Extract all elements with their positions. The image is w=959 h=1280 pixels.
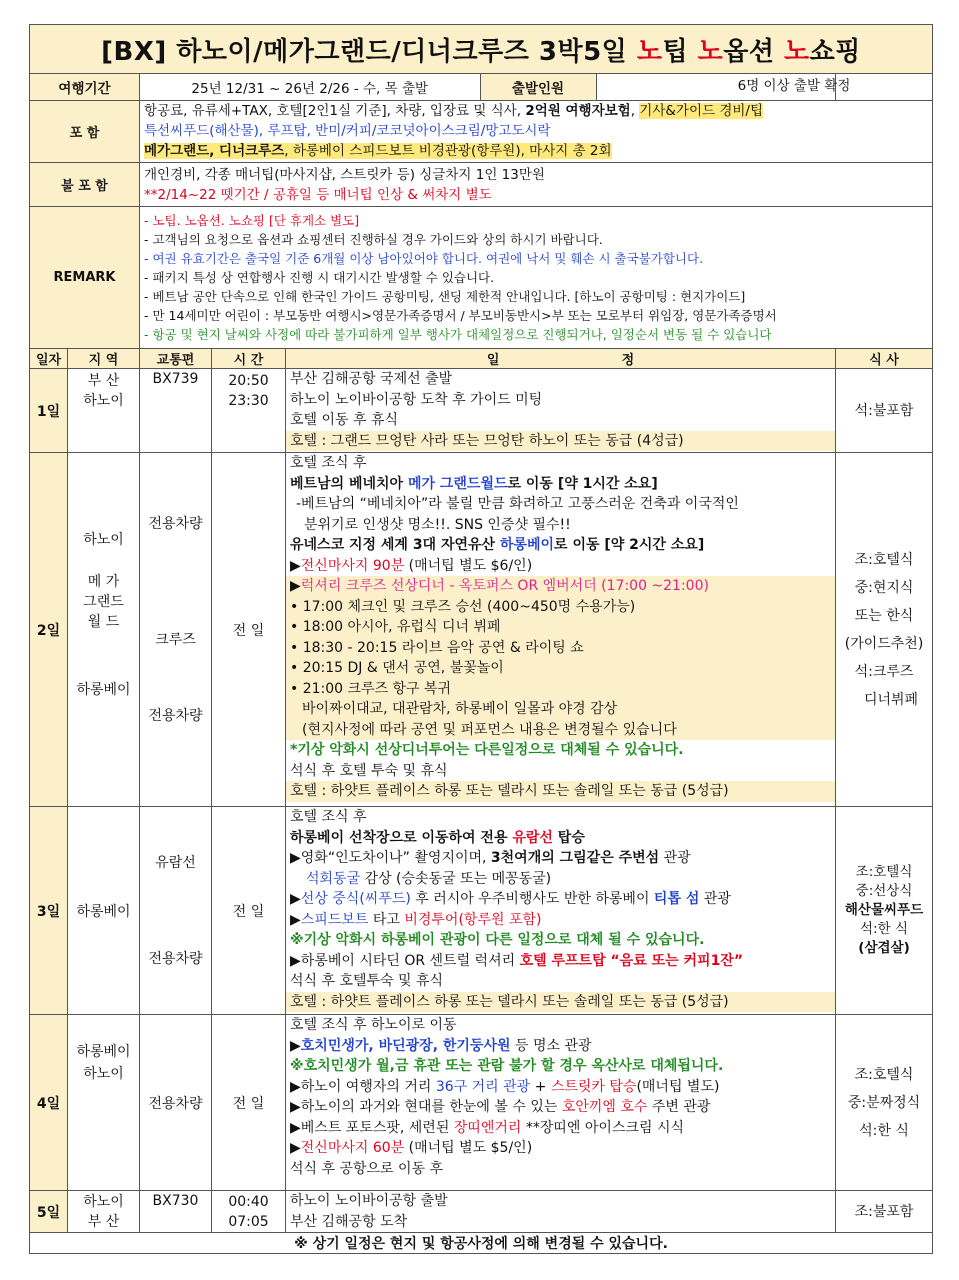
meal-item: 조:호텔식 <box>854 551 914 568</box>
schedule-line <box>290 910 831 931</box>
period-label: 여행기간 <box>30 74 140 101</box>
cruise-item: • 20:15 DJ & 댄서 공연, 불꽃놀이 <box>290 660 504 676</box>
schedule-line <box>290 848 831 869</box>
exclude-label: 불 포 함 <box>30 163 140 207</box>
transport-value: 유람선 <box>155 854 196 871</box>
day-region <box>68 1191 140 1233</box>
region-name: 그랜드 <box>83 593 124 610</box>
day-meals <box>836 1015 933 1191</box>
text-part: 티톱 섬 <box>653 891 700 907</box>
text-part: 베트남의 베네치아 <box>290 475 408 492</box>
col-schedule: 일 정 <box>286 349 836 369</box>
text-part: 전신마사지 60분 <box>300 1140 405 1156</box>
meal-item: 중:선상식 <box>855 883 913 899</box>
schedule-line: 호텔 조식 후 <box>290 455 367 471</box>
text-part: 호텔 루프트탑 “음료 또는 커피1잔” <box>519 952 744 969</box>
text-part: 호치민생가, 바딘광장, 한기둥사원 <box>300 1037 511 1054</box>
include-line-3 <box>144 141 928 161</box>
day-row <box>30 807 933 1015</box>
text-part: (매너팁 별도 $6/인) <box>404 557 533 574</box>
day-meals <box>836 807 933 1015</box>
text-part: 하롱베이 <box>499 537 555 553</box>
title-no-tip: 노 <box>636 36 663 67</box>
region-name: 부 산 <box>87 373 120 389</box>
day-region: 하롱베이 <box>68 807 140 1015</box>
include-line-2: 특선씨푸드(해산물), 루프탑, 반미/커피/코코넛아이스크림/망고도시락 <box>144 123 551 139</box>
meal-item: 해산물씨푸드 <box>844 902 924 918</box>
region-name: 하노이 <box>83 393 124 409</box>
schedule-line <box>290 1077 831 1098</box>
day-row <box>30 1191 933 1233</box>
text-part: + <box>530 1078 551 1095</box>
day-row <box>30 453 933 807</box>
schedule-line <box>290 1036 831 1057</box>
day-number: 2일 <box>30 453 68 807</box>
text-part: 호안끼엠 호수 <box>561 1099 648 1115</box>
schedule-line <box>290 828 831 849</box>
text-part: 17:00 체크인 및 크루즈 승선 (400~450명 수용가능) <box>302 598 636 615</box>
text-part: ▶ <box>290 1037 301 1054</box>
include-label: 포 함 <box>30 101 140 163</box>
time-value: 07:05 <box>228 1213 269 1230</box>
schedule-line: 석식 후 공항으로 이동 후 <box>290 1160 444 1177</box>
schedule-line: 하노이 노이바이공항 출발 <box>290 1193 448 1209</box>
time-value: 20:50 <box>228 373 269 389</box>
text-part: ▶ <box>290 911 301 928</box>
text-part: 메가 그랜드월드 <box>407 475 508 492</box>
text-part: 36구 거리 관광 <box>435 1078 531 1095</box>
day-row <box>30 369 933 453</box>
schedule-line: 하노이 노이바이공항 도착 후 가이드 미팅 <box>290 391 543 408</box>
itinerary-sheet <box>29 24 932 1254</box>
hotel-line: 호텔 : 하얏트 플레이스 하롱 또는 델라시 또는 솔레일 또는 동급 (5성급) <box>286 781 835 802</box>
hotel-line: 호텔 : 그랜드 므엉탄 사라 또는 므엉탄 하노이 또는 동급 (4성급) <box>286 431 835 452</box>
transport-value: 크루즈 <box>155 631 196 648</box>
text-part: 유람선 <box>512 829 553 846</box>
text-part: (매너팁 별도 $5/인) <box>404 1140 533 1156</box>
title-no-option: 노 <box>697 36 724 67</box>
text-part: 로 이동 [약 2시간 소요] <box>554 537 705 553</box>
region-name: 하노이 <box>83 1193 124 1210</box>
text-part: 선상 중식(씨푸드) <box>300 891 411 907</box>
region-name: 하노이 <box>83 531 124 548</box>
schedule-line: -베트남의 “베네치아”라 불릴 만큼 화려하고 고풍스러운 건축과 이국적인 <box>296 496 739 512</box>
remark-content <box>140 207 933 349</box>
schedule-line <box>290 1097 831 1118</box>
meal-item: (가이드추천) <box>844 635 924 652</box>
schedule-line: 바이짜이대교, 대관람차, 하롱베이 일몰과 야경 감상 <box>302 701 618 717</box>
remark-7: - 항공 및 현지 날씨와 사정에 따라 불가피하게 일부 행사가 대체일정으로 진행되거나, 일정순서 변동 될 수 있습니다 <box>144 327 772 342</box>
meal-item: 조:호텔식 <box>854 1066 914 1083</box>
col-day: 일자 <box>30 349 68 369</box>
meal-item: (삼겹살) <box>858 940 910 956</box>
text-part: 18:30 - 20:15 라이브 음악 공연 & 라이팅 쇼 <box>302 639 584 656</box>
text-part: 관광 <box>699 891 731 907</box>
text-part: ▶영화“인도차이나” 촬영지이며, <box>290 850 491 866</box>
schedule-line: ※기상 악화시 하롱베이 관광이 다른 일정으로 대체 될 수 있습니다. <box>290 932 705 948</box>
day-time <box>212 369 286 453</box>
region-name: 하노이 <box>83 1066 124 1082</box>
transport-value: 전용차량 <box>148 950 203 967</box>
pax-label: 출발인원 <box>480 74 596 100</box>
schedule-line <box>290 1118 831 1139</box>
text-part: 주변 관광 <box>647 1099 711 1115</box>
col-transport: 교통편 <box>140 349 212 369</box>
schedule-line: 부산 김해공항 도착 <box>290 1213 408 1230</box>
transport-value: 전용차량 <box>148 515 203 532</box>
schedule-line <box>290 951 831 972</box>
hotel-line: 호텔 : 하얏트 플레이스 하롱 또는 델라시 또는 솔레일 또는 동급 (5성급) <box>286 992 835 1013</box>
schedule-line <box>290 576 831 597</box>
schedule-line: ※호치민생가 월,금 휴관 또는 관람 불가 할 경우 옥산사로 대체됩니다. <box>290 1058 724 1074</box>
region-name: 하롱베이 <box>76 681 131 698</box>
include-sep: , <box>630 103 640 119</box>
time-value: 00:40 <box>228 1193 269 1210</box>
text-part: 20:15 DJ & 댄서 공연, 불꽃놀이 <box>302 660 504 676</box>
schedule-line: 부산 김해공항 국제선 출발 <box>290 371 453 387</box>
day-transport: 전용차량 <box>140 1015 212 1191</box>
text-part: ▶ <box>290 1140 301 1156</box>
title-no-shopping: 노 <box>784 36 810 67</box>
day-time: 전 일 <box>212 807 286 1015</box>
title-option: 옵션 <box>723 36 785 67</box>
remark-3: - 여권 유효기간은 출국일 기준 6개월 이상 남아있어야 합니다. 여권에 낙서 및 훼손 시 출국불가합니다. <box>144 251 704 266</box>
day-transport <box>140 453 212 807</box>
text-part: 로 이동 [약 1시간 소요] <box>507 475 658 492</box>
text-part: 21:00 크루즈 항구 복귀 <box>302 680 452 697</box>
day-number: 1일 <box>30 369 68 453</box>
exclude-line-1: 개인경비, 각종 매너팁(마사지샵, 스트릿카 등) 싱글차지 1인 13만원 <box>144 166 545 183</box>
day-schedule <box>286 369 836 453</box>
text-part: 럭셔리 크루즈 선상디너 - 옥토퍼스 OR 엠버서더 (17:00 ~21:00) <box>300 578 709 594</box>
day-schedule <box>286 1015 836 1191</box>
schedule-line: 호텔 이동 후 휴식 <box>290 412 399 428</box>
text-part: 타고 <box>368 911 405 928</box>
text-part: 관광 <box>659 850 691 866</box>
day-meals <box>836 453 933 807</box>
text-part: 석회동굴 <box>306 870 361 887</box>
schedule-line: 분위기로 인생샷 명소!!. SNS 인증샷 필수!! <box>304 516 571 533</box>
col-time: 시 간 <box>212 349 286 369</box>
text-part: 전신마사지 90분 <box>300 557 405 574</box>
schedule-line <box>290 535 831 556</box>
exclude-content <box>140 163 933 207</box>
col-region: 지 역 <box>68 349 140 369</box>
schedule-line: (현지사정에 따라 공연 및 퍼포먼스 내용은 변경될수 있습니다 <box>302 721 677 738</box>
cruise-item: • 17:00 체크인 및 크루즈 승선 (400~450명 수용가능) <box>290 598 636 615</box>
day-transport: BX730 <box>140 1191 212 1233</box>
day-number: 5일 <box>30 1191 68 1233</box>
text-part: 18:00 아시아, 유럽식 디너 뷔페 <box>302 619 501 635</box>
text-part: 스피드보트 <box>300 911 369 928</box>
day-schedule <box>286 453 836 807</box>
text-part: 장띠엔거리 <box>453 1119 522 1136</box>
region-name: 월 드 <box>87 613 120 630</box>
meal-item: 디너뷔페 <box>863 691 919 708</box>
remark-6: - 만 14세미만 어린이 : 부모동반 여행시>영문가족증명서 / 부모비동반시>부 또는 모로부터 위임장, 영문가족증명서 <box>144 308 777 323</box>
meal-item: 중:분짜정식 <box>847 1094 921 1111</box>
day-transport <box>140 807 212 1015</box>
footer-note: ※ 상기 일정은 현지 및 항공사정에 의해 변경될 수 있습니다. <box>30 1233 933 1254</box>
include-highlight: 메가그랜드, 디너크루즈 <box>144 143 285 159</box>
remark-5: - 베트남 공안 단속으로 인해 한국인 가이드 공항미팅, 샌딩 제한적 안내입니다. [하노이 공항미팅 : 현지가이드] <box>144 289 746 304</box>
include-insurance: 2억원 여행자보험 <box>525 103 631 119</box>
schedule-line <box>290 889 831 910</box>
day-meals: 석:불포함 <box>836 369 933 453</box>
text-part: ▶베스트 포토스팟, 세련된 <box>290 1119 454 1136</box>
text-part: 하롱베이 선착장으로 이동하여 전용 <box>290 829 513 846</box>
schedule-line <box>290 1138 831 1159</box>
time-value: 23:30 <box>228 393 269 409</box>
meal-item: 또는 한식 <box>854 607 914 624</box>
remark-4: - 패키지 특성 상 연합행사 진행 시 대기시간 발생할 수 있습니다. <box>144 270 495 285</box>
day-schedule <box>286 807 836 1015</box>
day-schedule <box>286 1191 836 1233</box>
include-content <box>140 101 933 163</box>
schedule-line <box>290 869 831 890</box>
cruise-item: • 21:00 크루즈 항구 복귀 <box>290 680 452 697</box>
day-number: 4일 <box>30 1015 68 1191</box>
schedule-line <box>290 474 831 495</box>
meal-item: 석:한 식 <box>859 1122 909 1139</box>
day-meals: 조:불포함 <box>836 1191 933 1233</box>
include-guide-fee: 기사&가이드 경비/팁 <box>639 103 763 119</box>
day-transport: BX739 <box>140 369 212 453</box>
schedule-line: 호텔 조식 후 하노이로 이동 <box>290 1017 457 1033</box>
text-part: ▶ <box>290 891 301 907</box>
meal-item: 조:호텔식 <box>855 864 913 880</box>
schedule-line: *기상 악화시 선상디너투어는 다른일정으로 대체될 수 있습니다. <box>290 742 684 758</box>
remark-1: - 노팁. 노옵션. 노쇼핑 [단 휴게소 별도] <box>144 213 360 228</box>
day-row <box>30 1015 933 1191</box>
text-part: ▶하노이의 과거와 현대를 한눈에 볼 수 있는 <box>290 1099 562 1115</box>
col-meals: 식 사 <box>836 349 933 369</box>
meal-item: 중:현지식 <box>854 579 914 596</box>
text-part: 비경투어(항루원 포함) <box>404 911 542 928</box>
title-tip: 팁 <box>662 36 698 67</box>
text-part: 탑승 <box>552 829 585 846</box>
transport-value: 전용차량 <box>148 707 203 724</box>
text-part: 등 명소 관광 <box>510 1037 592 1054</box>
text-part: 유네스코 지정 세계 3대 자연유산 <box>290 537 500 553</box>
remark-2: - 고객님의 요청으로 옵션과 쇼핑센터 진행하실 경우 가이드와 상의 하시기 바랍니다. <box>144 232 603 247</box>
text-part: 감상 (승솟동굴 또는 메꽁동굴) <box>360 870 552 887</box>
text-part: ▶하노이 여행자의 거리 <box>290 1078 436 1095</box>
schedule-line: 석식 후 호텔 투숙 및 휴식 <box>290 762 448 779</box>
day-number: 3일 <box>30 807 68 1015</box>
page-title <box>30 25 933 74</box>
cruise-item: • 18:00 아시아, 유럽식 디너 뷔페 <box>290 619 501 635</box>
text-part: ▶ <box>290 578 301 594</box>
schedule-line: 석식 후 호텔투숙 및 휴식 <box>290 973 444 989</box>
period-value: 25년 12/31 ~ 26년 2/26 - 수, 목 출발 <box>140 74 480 100</box>
exclude-line-2: **2/14~22 뗏기간 / 공휴일 등 매너팁 인상 & 써차지 별도 <box>144 186 492 203</box>
day-time: 전 일 <box>212 453 286 807</box>
schedule-line <box>290 556 831 577</box>
day-time <box>212 1191 286 1233</box>
region-name: 부 산 <box>87 1213 120 1230</box>
day-time: 전 일 <box>212 1015 286 1191</box>
itinerary-table <box>29 24 933 1254</box>
schedule-line: 호텔 조식 후 <box>290 809 367 825</box>
region-name: 하롱베이 <box>76 1044 131 1060</box>
text-part: 3천여개의 그림같은 주변섬 <box>490 850 660 866</box>
cruise-box <box>286 576 835 740</box>
day-region <box>68 453 140 807</box>
include-basic: 항공료, 유류세+TAX, 호텔[2인1실 기준], 차량, 입장료 및 식사, <box>144 103 526 119</box>
remark-label: REMARK <box>30 207 140 349</box>
title-shopping: 쇼핑 <box>809 36 861 67</box>
text-part: ▶하롱베이 시타딘 OR 센트럴 럭셔리 <box>290 952 520 969</box>
title-text: [BX] 하노이/메가그랜드/디너크루즈 3박5일 <box>101 36 637 67</box>
meal-item: 석:한 식 <box>860 921 908 937</box>
text-part: **장띠엔 아이스크림 시식 <box>521 1119 685 1136</box>
include-speedboat: , 하롱베이 스피드보트 비경관광(항루원), 마사지 총 2회 <box>284 143 612 159</box>
region-name: 메 가 <box>87 573 120 590</box>
day-region <box>68 369 140 453</box>
day-region <box>68 1015 140 1191</box>
include-line-1 <box>144 101 928 121</box>
text-part: 스트릿카 탑승 <box>550 1078 637 1095</box>
text-part: 후 러시아 우주비행사도 반한 하롱베이 <box>410 891 654 907</box>
meal-item: 석:크루즈 <box>854 663 914 680</box>
text-part: (매너팁 별도) <box>636 1078 720 1095</box>
text-part: ▶ <box>290 557 301 574</box>
cruise-item: • 18:30 - 20:15 라이브 음악 공연 & 라이팅 쇼 <box>290 639 584 656</box>
pax-value: 6명 이상 출발 확정 <box>737 78 851 94</box>
